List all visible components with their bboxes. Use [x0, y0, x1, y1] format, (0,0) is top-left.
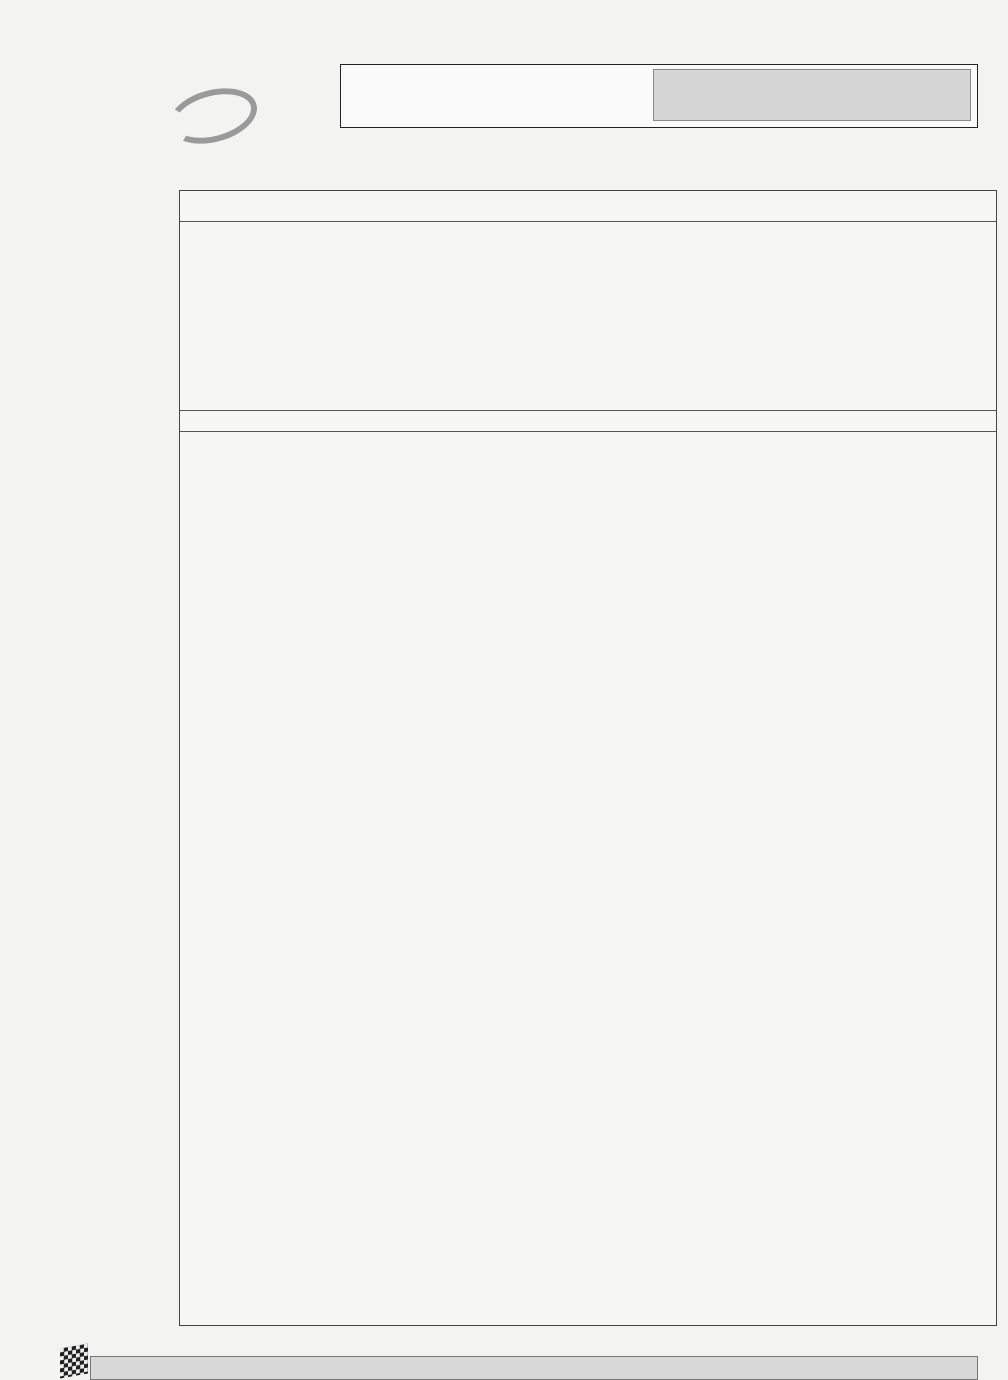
page-footer: [90, 1356, 978, 1380]
results-sheet: [179, 190, 997, 1326]
race-meta: [180, 410, 996, 432]
dromokart-logo: [88, 50, 248, 130]
results-header: [180, 191, 996, 222]
logo-swirl: [163, 79, 263, 153]
cronos-credits: [653, 69, 971, 121]
checkered-flag-icon: [60, 1344, 88, 1379]
header-box: [340, 64, 978, 128]
